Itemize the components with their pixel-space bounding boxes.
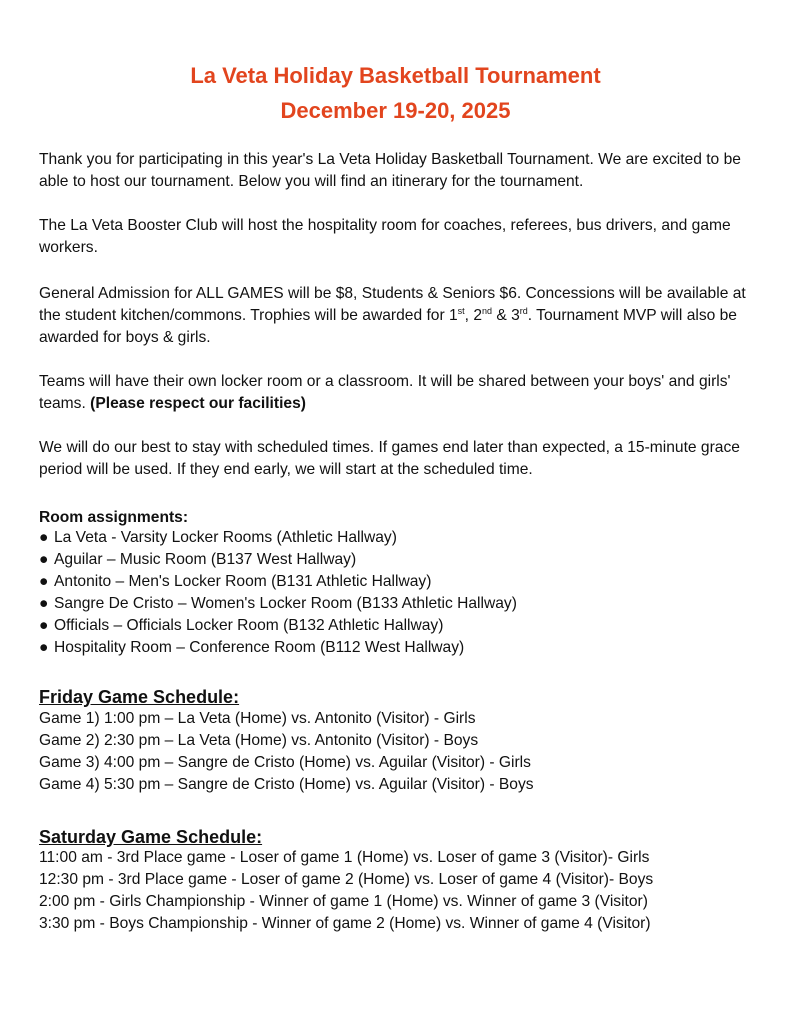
bullet-icon: ● <box>39 529 49 546</box>
saturday-schedule-list <box>39 847 653 935</box>
locker-text: Teams will have their own locker room or a classroom. It will be shared between your boys' and girls' teams. <box>39 373 731 412</box>
list-item: Game 1) 1:00 pm – La Veta (Home) vs. Antonito (Visitor) - Girls <box>39 710 476 727</box>
sup-first: st <box>457 305 465 316</box>
list-item: ● Antonito – Men's Locker Room (B131 Athletic Hallway) <box>39 571 517 593</box>
list-item: 11:00 am - 3rd Place game - Loser of game 1 (Home) vs. Loser of game 3 (Visitor)- Girls <box>39 849 650 866</box>
room-assignments-heading: Room assignments: <box>39 509 189 526</box>
bullet-icon: ● <box>39 595 49 612</box>
document-title: La Veta Holiday Basketball Tournament <box>190 63 601 88</box>
bullet-icon: ● <box>39 551 49 568</box>
saturday-schedule-heading: Saturday Game Schedule: <box>39 827 263 847</box>
list-item: ● Aguilar – Music Room (B137 West Hallway) <box>39 549 517 571</box>
friday-schedule-list <box>39 708 534 796</box>
admission-text-2: , 2 <box>464 307 483 324</box>
admission-text-3: & 3 <box>492 307 520 324</box>
hospitality-paragraph: The La Veta Booster Club will host the hospitality room for coaches, referees, bus drivers, and game workers. <box>39 217 731 256</box>
sup-third: rd <box>519 305 528 316</box>
list-item: ● Hospitality Room – Conference Room (B112 West Hallway) <box>39 637 517 659</box>
bullet-icon: ● <box>39 573 49 590</box>
list-item: 2:00 pm - Girls Championship - Winner of game 1 (Home) vs. Winner of game 3 (Visitor) <box>39 893 648 910</box>
list-item: Game 4) 5:30 pm – Sangre de Cristo (Home) vs. Aguilar (Visitor) - Boys <box>39 776 534 793</box>
bullet-icon: ● <box>39 617 49 634</box>
room-assignments-list <box>39 527 517 659</box>
admission-text-1: General Admission for ALL GAMES will be $8, Students & Seniors $6. Concessions will be available at the student kitchen/commons. Trophies will be awarded for 1 <box>39 285 746 324</box>
schedule-policy-paragraph: We will do our best to stay with scheduled times. If games end later than expected, a 15-minute grace period will be used. If they end early, we will start at the scheduled time. <box>39 439 740 478</box>
admission-text-4: . Tournament MVP will also be awarded for boys & girls. <box>39 307 737 346</box>
intro-paragraph: Thank you for participating in this year's La Veta Holiday Basketball Tournament. We are excited to be able to host our tournament. Below you will find an itinerary for the tournament. <box>39 151 741 190</box>
admission-paragraph <box>39 283 769 349</box>
document-dates: December 19-20, 2025 <box>280 98 511 123</box>
sup-second: nd <box>482 305 493 316</box>
list-item: ● Officials – Officials Locker Room (B132 Athletic Hallway) <box>39 615 517 637</box>
locker-paragraph <box>39 371 769 415</box>
friday-schedule-heading: Friday Game Schedule: <box>39 687 240 707</box>
respect-facilities-note: (Please respect our facilities) <box>90 395 306 412</box>
list-item: Game 3) 4:00 pm – Sangre de Cristo (Home) vs. Aguilar (Visitor) - Girls <box>39 754 531 771</box>
bullet-icon: ● <box>39 639 49 656</box>
list-item: 12:30 pm - 3rd Place game - Loser of game 2 (Home) vs. Loser of game 4 (Visitor)- Boys <box>39 871 654 888</box>
list-item: 3:30 pm - Boys Championship - Winner of game 2 (Home) vs. Winner of game 4 (Visitor) <box>39 915 651 932</box>
list-item: ● Sangre De Cristo – Women's Locker Room (B133 Athletic Hallway) <box>39 593 517 615</box>
list-item: ● La Veta - Varsity Locker Rooms (Athletic Hallway) <box>39 527 517 549</box>
list-item: Game 2) 2:30 pm – La Veta (Home) vs. Antonito (Visitor) - Boys <box>39 732 479 749</box>
